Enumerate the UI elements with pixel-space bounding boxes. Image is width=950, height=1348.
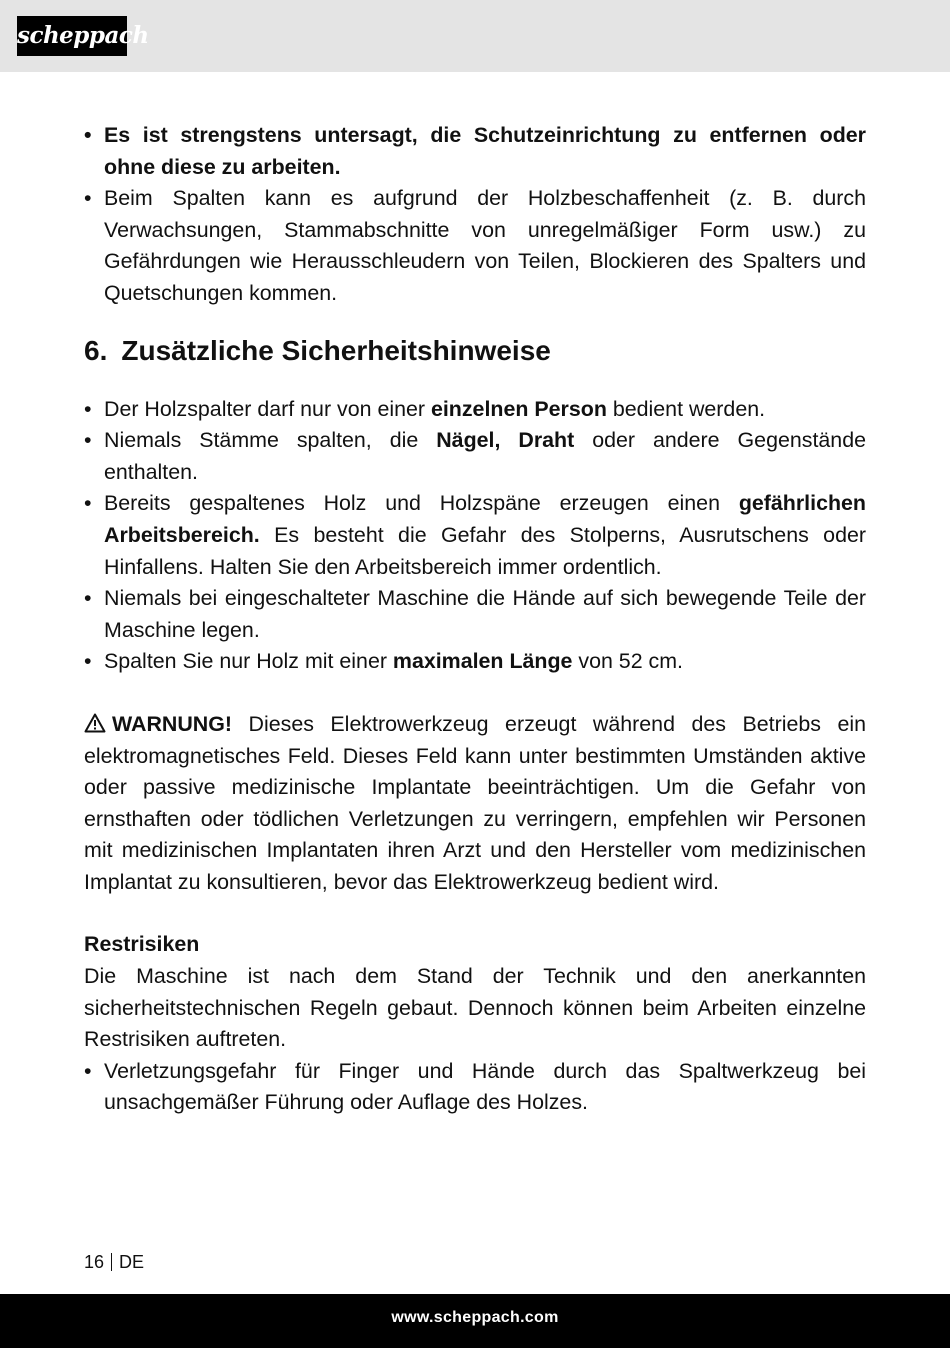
list-item: • Der Holzspalter darf nur von einer einzelnen Person bedient werden. (84, 394, 866, 426)
website-link[interactable]: www.scheppach.com (391, 1309, 559, 1326)
warning-label: WARNUNG! (112, 711, 233, 736)
intro-list (84, 120, 866, 310)
warning-triangle-icon (84, 711, 106, 731)
list-item: • Niemals Stämme spalten, die Nägel, Draht oder andere Gegenstände enthalten. (84, 425, 866, 488)
list-item: • Bereits gespaltenes Holz und Holzspäne erzeugen einen gefährlichen Arbeitsbereich. Es besteht die Gefahr des Stolperns, Ausrutschens oder Hinfallens. Halten Sie den Arbeitsbereich immer ordentlich. (84, 488, 866, 583)
page-number: 16 DE (84, 1252, 145, 1272)
section-number: 6. (84, 334, 108, 366)
list-item: • Verletzungsgefahr für Finger und Hände durch das Spaltwerkzeug bei unsachgemäßer Führung oder Auflage des Holzes. (84, 1056, 866, 1119)
footer-bar (0, 1294, 950, 1348)
list-item: • Es ist strengstens untersagt, die Schutzeinrichtung zu entfernen oder ohne diese zu arbeiten. (84, 120, 866, 183)
section-title: Zusätzliche Sicherheitshinweise (121, 334, 551, 366)
residual-risks-title: Restrisiken (84, 932, 200, 957)
warning-paragraph (84, 709, 866, 899)
safety-list (84, 394, 866, 678)
section-heading (84, 334, 866, 368)
header-bar (0, 0, 950, 72)
residual-list (84, 1056, 866, 1119)
list-item: • Niemals bei eingeschalteter Maschine die Hände auf sich bewegende Teile der Maschine legen. (84, 583, 866, 646)
list-item: • Spalten Sie nur Holz mit einer maximalen Länge von 52 cm. (84, 646, 866, 678)
divider (111, 1253, 112, 1271)
brand-logo: scheppach (17, 16, 127, 56)
residual-risks-text: Die Maschine ist nach dem Stand der Technik und den anerkannten sicherheitstechnischen Regeln gebaut. Dennoch können beim Arbeiten einzelne Restrisiken auftreten. (84, 964, 866, 1052)
page-content (84, 120, 866, 1119)
warning-text: Dieses Elektrowerkzeug erzeugt während des Betriebs ein elektromagnetisches Feld. Dieses Feld kann unter bestimmten Umständen aktive oder passive medizinische Implantate beeinträchtigen. Um die Gefahr von ernsthaften oder tödlichen Verletzungen zu verringern, empfehlen wir Personen mit medizinischen Implantaten ihren Arzt und den Hersteller vom medizinischen Implantat zu konsultieren, bevor das Elektrowerkzeug bedient wird. (84, 711, 866, 894)
list-item: • Beim Spalten kann es aufgrund der Holzbeschaffenheit (z. B. durch Verwachsungen, Stammabschnitte von unregelmäßiger Form usw.) zu Gefährdungen wie Herausschleudern von Teilen, Blockieren des Spalters und Quetschungen kommen. (84, 183, 866, 309)
